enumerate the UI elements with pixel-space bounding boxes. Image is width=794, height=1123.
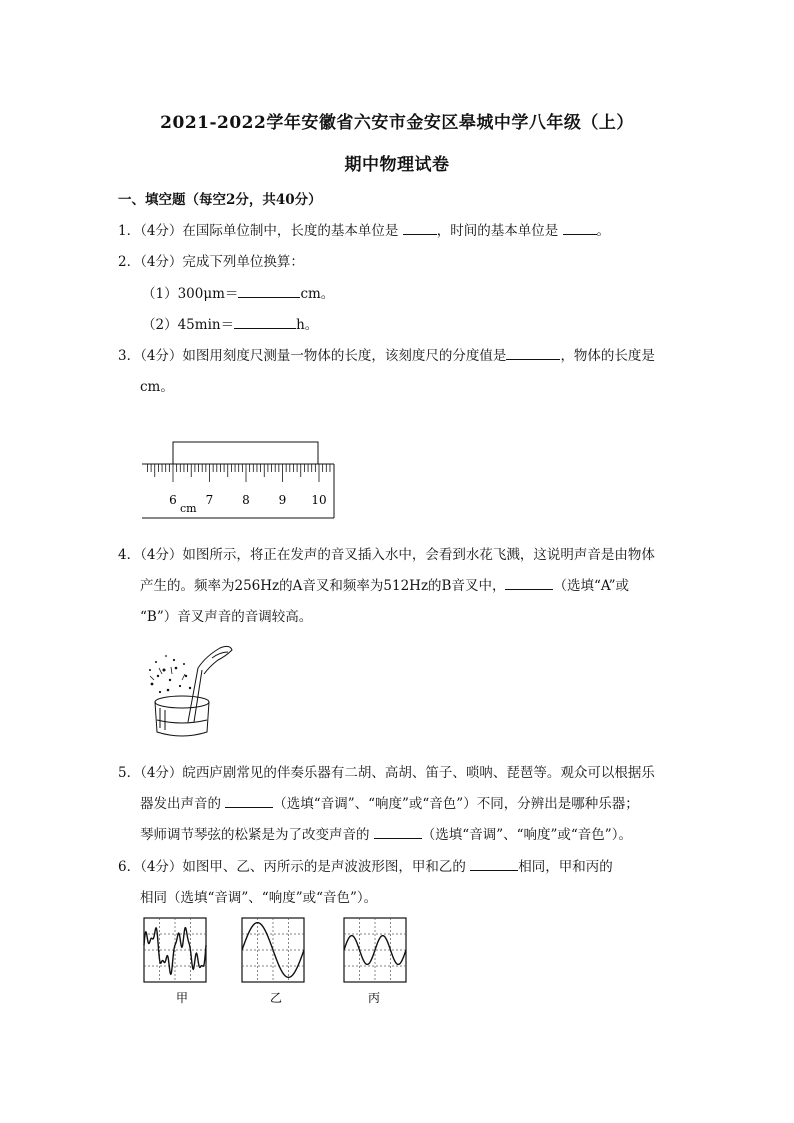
waveform-label-yi: 乙: [270, 991, 283, 1005]
waveform-yi: [242, 918, 304, 982]
question-1: [118, 219, 610, 239]
title-line-1: 2021-2022学年安徽省六安市金安区皋城中学八年级（上）: [160, 113, 634, 133]
waveform-jia: [144, 918, 206, 982]
question-5-line-2: [140, 792, 639, 812]
question-6-line-1: [118, 855, 613, 875]
q1-text-c: 。: [596, 223, 611, 239]
question-2-stem: 2．（4分）完成下列单位换算：: [118, 254, 304, 270]
question-4-line-3: “B”）音叉声音的音调较高。: [140, 609, 313, 625]
q1-blank-1[interactable]: [403, 222, 437, 235]
question-4-line-2: [140, 574, 629, 594]
q3-text-a: 3．（4分）如图用刻度尺测量一物体的长度，该刻度尺的分度值是: [118, 348, 507, 364]
question-6-line-2: 相同（选填“音调”、“响度”或“音色”）。: [140, 890, 378, 906]
waveform-figures: [140, 914, 420, 1014]
splash-strokes: [150, 667, 185, 680]
q5-blank-1[interactable]: [225, 795, 273, 808]
ruler-label: 9: [278, 493, 287, 507]
q5-text-b1: 器发出声音的: [140, 796, 221, 812]
q2-p1-text-b: cm。: [300, 286, 335, 302]
beaker-rim: [155, 696, 209, 708]
q5-text-c1: 琴师调节琴弦的松紧是为了改变声音的: [140, 827, 370, 843]
q6-text-a2: 相同，甲和丙的: [518, 859, 613, 875]
waveform-bing: [344, 918, 406, 982]
q5-text-c2: （选填“音调”、“响度”或“音色”）。: [421, 827, 632, 843]
q5-text-b2: （选填“音调”、“响度”或“音色”）不同，分辨出是哪种乐器；: [273, 796, 639, 812]
section-heading: 一、填空题（每空2分，共40分）: [118, 192, 322, 208]
question-3-line-1: [118, 344, 655, 364]
beaker-body: [155, 702, 209, 736]
q2-p2-text-b: h。: [296, 317, 319, 333]
q1-text-a: 1．（4分）在国际单位制中，长度的基本单位是: [118, 223, 399, 239]
measured-object: [173, 442, 318, 464]
question-3-line-2: cm。: [140, 379, 174, 395]
hand: [198, 646, 232, 674]
ruler-label: 10: [311, 493, 327, 507]
tuning-fork-figure: [140, 640, 240, 740]
ruler-label: 7: [205, 493, 214, 507]
q4-text-c: （选填“A”或: [553, 578, 630, 594]
tuning-fork: [188, 668, 202, 722]
question-5-line-3: [140, 823, 632, 843]
waveform-label-bing: 丙: [368, 991, 381, 1005]
q4-text-b: 产生的。频率为256Hz的A音叉和频率为512Hz的B音叉中，: [140, 578, 506, 594]
ruler-ticks: [147, 464, 330, 482]
waveform-label-jia: 甲: [176, 991, 189, 1005]
q2-blank-2[interactable]: [234, 316, 296, 329]
ruler-figure: [140, 440, 340, 522]
q3-text-b: ，物体的长度是: [560, 348, 655, 364]
question-2-part-1: [142, 282, 334, 302]
question-5-line-1: 5．（4分）皖西庐剧常见的伴奏乐器有二胡、高胡、笛子、唢呐、琵琶等。观众可以根据乐: [118, 765, 655, 781]
q2-p1-text-a: （1）300μm＝: [142, 286, 239, 302]
ruler-label: 6: [169, 493, 177, 507]
q5-blank-2[interactable]: [374, 826, 422, 839]
ruler-label: 8: [242, 493, 250, 507]
q6-text-a1: 6．（4分）如图甲、乙、丙所示的是声波波形图，甲和乙的: [118, 859, 466, 875]
q2-blank-1[interactable]: [238, 285, 300, 298]
question-2-part-2: [142, 313, 318, 333]
q2-p2-text-a: （2）45min＝: [142, 317, 235, 333]
q6-blank-1[interactable]: [470, 858, 518, 871]
q1-blank-2[interactable]: [563, 222, 597, 235]
q1-text-b: ，时间的基本单位是: [436, 223, 559, 239]
question-4-line-1: 4．（4分）如图所示，将正在发声的音叉插入水中，会看到水花飞溅，这说明声音是由物体: [118, 547, 655, 563]
q3-blank-1[interactable]: [506, 347, 560, 360]
title-line-2: 期中物理试卷: [344, 155, 450, 175]
ruler-unit-label: cm: [180, 502, 197, 515]
q4-blank-1[interactable]: [505, 577, 553, 590]
